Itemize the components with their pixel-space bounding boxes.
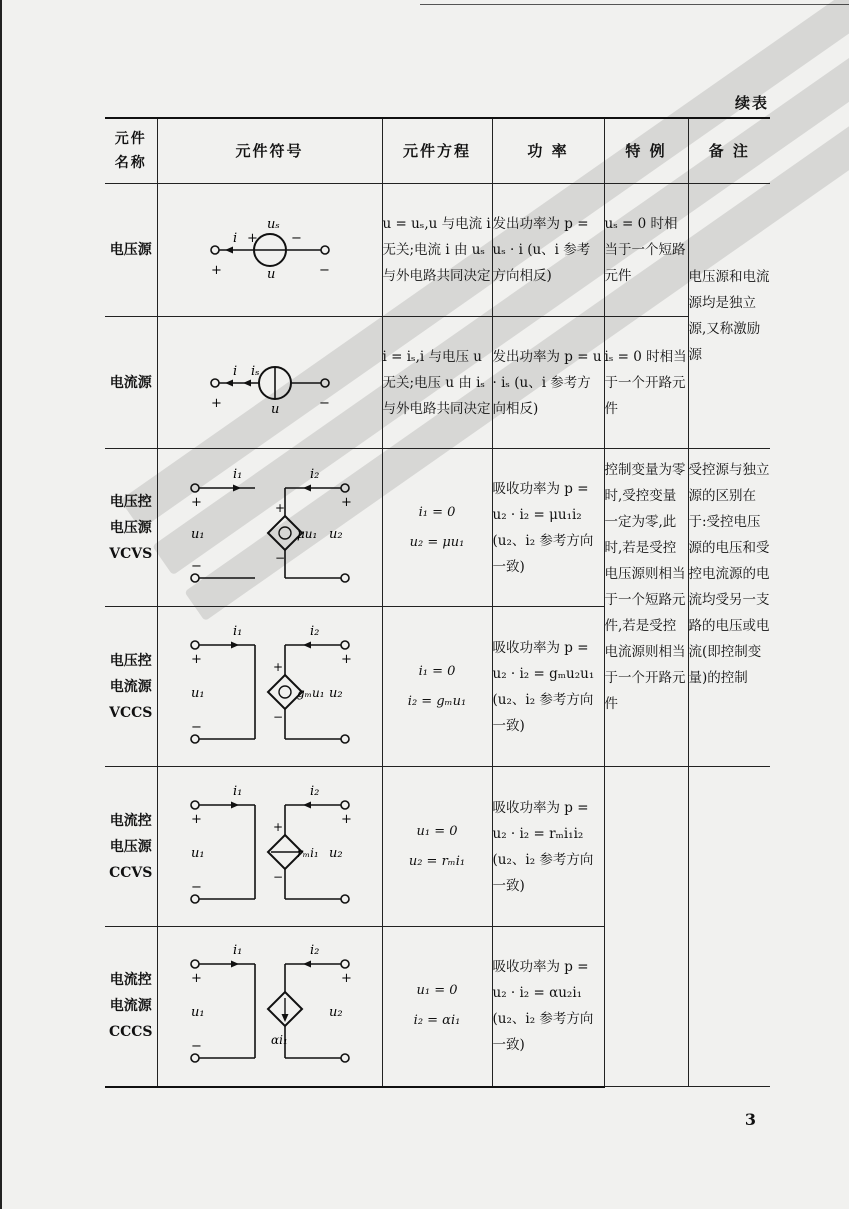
component-table — [105, 117, 770, 1088]
svg-text:+: + — [272, 659, 283, 674]
svg-text:−: − — [272, 869, 283, 884]
page-top-rule — [420, 4, 849, 5]
svg-text:i₂: i₂ — [309, 466, 319, 482]
svg-text:u₁: u₁ — [190, 1005, 205, 1021]
svg-text:i: i — [232, 363, 237, 379]
svg-text:u₁: u₁ — [190, 845, 205, 861]
svg-text:−: − — [318, 263, 330, 278]
header-remarks: 备 注 — [688, 118, 770, 184]
svg-text:−: − — [190, 719, 202, 735]
header-symbol: 元件符号 — [157, 118, 382, 184]
header-special: 特 例 — [604, 118, 688, 184]
svg-text:i₂: i₂ — [309, 943, 319, 959]
svg-text:+: + — [340, 651, 352, 667]
equation-cell: i = iₛ,i 与电压 u 无关;电压 u 由 iₛ 与外电路共同决定 — [382, 317, 492, 449]
row-name: 电流控 电压源 CCVS — [105, 767, 157, 927]
power-cell: 吸收功率为 p = u₂ · i₂ = rₘi₁i₂ (u₂、i₂ 参考方向一致) — [492, 767, 604, 927]
row-name: 电流源 — [105, 317, 157, 449]
svg-text:iₛ: iₛ — [250, 363, 260, 379]
label-i: i — [232, 231, 237, 246]
symbol-ccvs — [157, 767, 382, 927]
svg-text:+: + — [340, 811, 352, 827]
symbol-current-source — [157, 317, 382, 449]
continued-label: 续表 — [734, 94, 769, 112]
symbol-vcvs — [157, 449, 382, 607]
svg-text:rₘi₁: rₘi₁ — [296, 845, 319, 860]
row-name: 电压控 电压源 VCVS — [105, 449, 157, 607]
remark-independent: 电压源和电流源均是独立源,又称激励源 — [688, 184, 770, 449]
svg-text:u: u — [266, 267, 275, 282]
svg-text:+: + — [190, 811, 202, 827]
power-cell: 吸收功率为 p = u₂ · i₂ = αu₂i₁ (u₂、i₂ 参考方向一致) — [492, 927, 604, 1087]
svg-text:i₂: i₂ — [309, 783, 319, 799]
svg-text:−: − — [190, 1039, 202, 1055]
special-case-empty — [604, 767, 688, 1087]
label-plus: + — [246, 231, 258, 246]
svg-text:u₂: u₂ — [328, 845, 343, 861]
svg-text:u: u — [270, 401, 279, 417]
svg-text:+: + — [272, 819, 283, 834]
svg-text:μu₁: μu₁ — [296, 526, 317, 541]
svg-text:−: − — [274, 550, 285, 565]
svg-text:−: − — [318, 395, 330, 411]
svg-text:u₂: u₂ — [328, 685, 343, 701]
svg-text:+: + — [190, 651, 202, 667]
label-minus: − — [290, 231, 302, 246]
row-name: 电压源 — [105, 184, 157, 317]
remark-empty — [688, 767, 770, 1087]
svg-text:−: − — [190, 879, 202, 895]
svg-text:+: + — [274, 500, 285, 515]
symbol-voltage-source — [157, 184, 382, 317]
page-number: 3 — [744, 1110, 756, 1129]
svg-text:+: + — [210, 395, 222, 411]
svg-text:+: + — [210, 263, 222, 278]
svg-text:u₂: u₂ — [328, 526, 343, 542]
special-case-controlled: 控制变量为零时,受控变量一定为零,此时,若是受控电压源则相当于一个短路元件,若是受控电流源则相当于一个开路元件 — [604, 449, 688, 767]
power-cell: 发出功率为 p = u · iₛ (u、i 参考方向相反) — [492, 317, 604, 449]
svg-text:u₂: u₂ — [328, 1005, 343, 1021]
page-edge — [0, 0, 2, 1209]
svg-text:i₁: i₁ — [232, 783, 242, 799]
row-name: 电压控 电流源 VCCS — [105, 607, 157, 767]
svg-text:u₁: u₁ — [190, 685, 205, 701]
svg-text:αi₁: αi₁ — [270, 1033, 288, 1048]
symbol-vccs — [157, 607, 382, 767]
svg-text:+: + — [340, 971, 352, 987]
svg-text:−: − — [272, 709, 283, 724]
header-name: 元件 名称 — [105, 118, 157, 184]
svg-text:gₘu₁: gₘu₁ — [296, 685, 325, 700]
svg-text:+: + — [340, 494, 352, 510]
symbol-cccs — [157, 927, 382, 1087]
svg-text:i₁: i₁ — [232, 623, 242, 639]
remark-controlled: 受控源与独立源的区别在于:受控电压源的电压和受控电流源的电流均受另一支路的电压或电流(即控制变量)的控制 — [688, 449, 770, 767]
svg-text:+: + — [190, 971, 202, 987]
special-case-cs: iₛ = 0 时相当于一个开路元件 — [604, 317, 688, 449]
power-cell: 发出功率为 p = uₛ · i (u、i 参考方向相反) — [492, 184, 604, 317]
equation-cell: u₁ = 0 u₂ = rₘi₁ — [382, 767, 492, 927]
equation-cell: i₁ = 0 u₂ = μu₁ — [382, 449, 492, 607]
header-power: 功 率 — [492, 118, 604, 184]
power-cell: 吸收功率为 p = u₂ · i₂ = gₘu₂u₁ (u₂、i₂ 参考方向一致) — [492, 607, 604, 767]
power-cell: 吸收功率为 p = u₂ · i₂ = μu₁i₂ (u₂、i₂ 参考方向一致) — [492, 449, 604, 607]
row-name: 电流控 电流源 CCCS — [105, 927, 157, 1087]
equation-cell: u = uₛ,u 与电流 i 无关;电流 i 由 uₛ 与外电路共同决定 — [382, 184, 492, 317]
equation-cell: i₁ = 0 i₂ = gₘu₁ — [382, 607, 492, 767]
svg-text:u₁: u₁ — [190, 526, 205, 542]
svg-text:+: + — [190, 494, 202, 510]
header-equation: 元件方程 — [382, 118, 492, 184]
svg-text:i₁: i₁ — [232, 943, 242, 959]
svg-text:i₂: i₂ — [309, 623, 319, 639]
label-us: uₛ — [266, 217, 280, 232]
equation-cell: u₁ = 0 i₂ = αi₁ — [382, 927, 492, 1087]
special-case-vs: uₛ = 0 时相当于一个短路元件 — [604, 184, 688, 317]
svg-text:i₁: i₁ — [232, 466, 242, 482]
svg-text:−: − — [190, 558, 202, 574]
